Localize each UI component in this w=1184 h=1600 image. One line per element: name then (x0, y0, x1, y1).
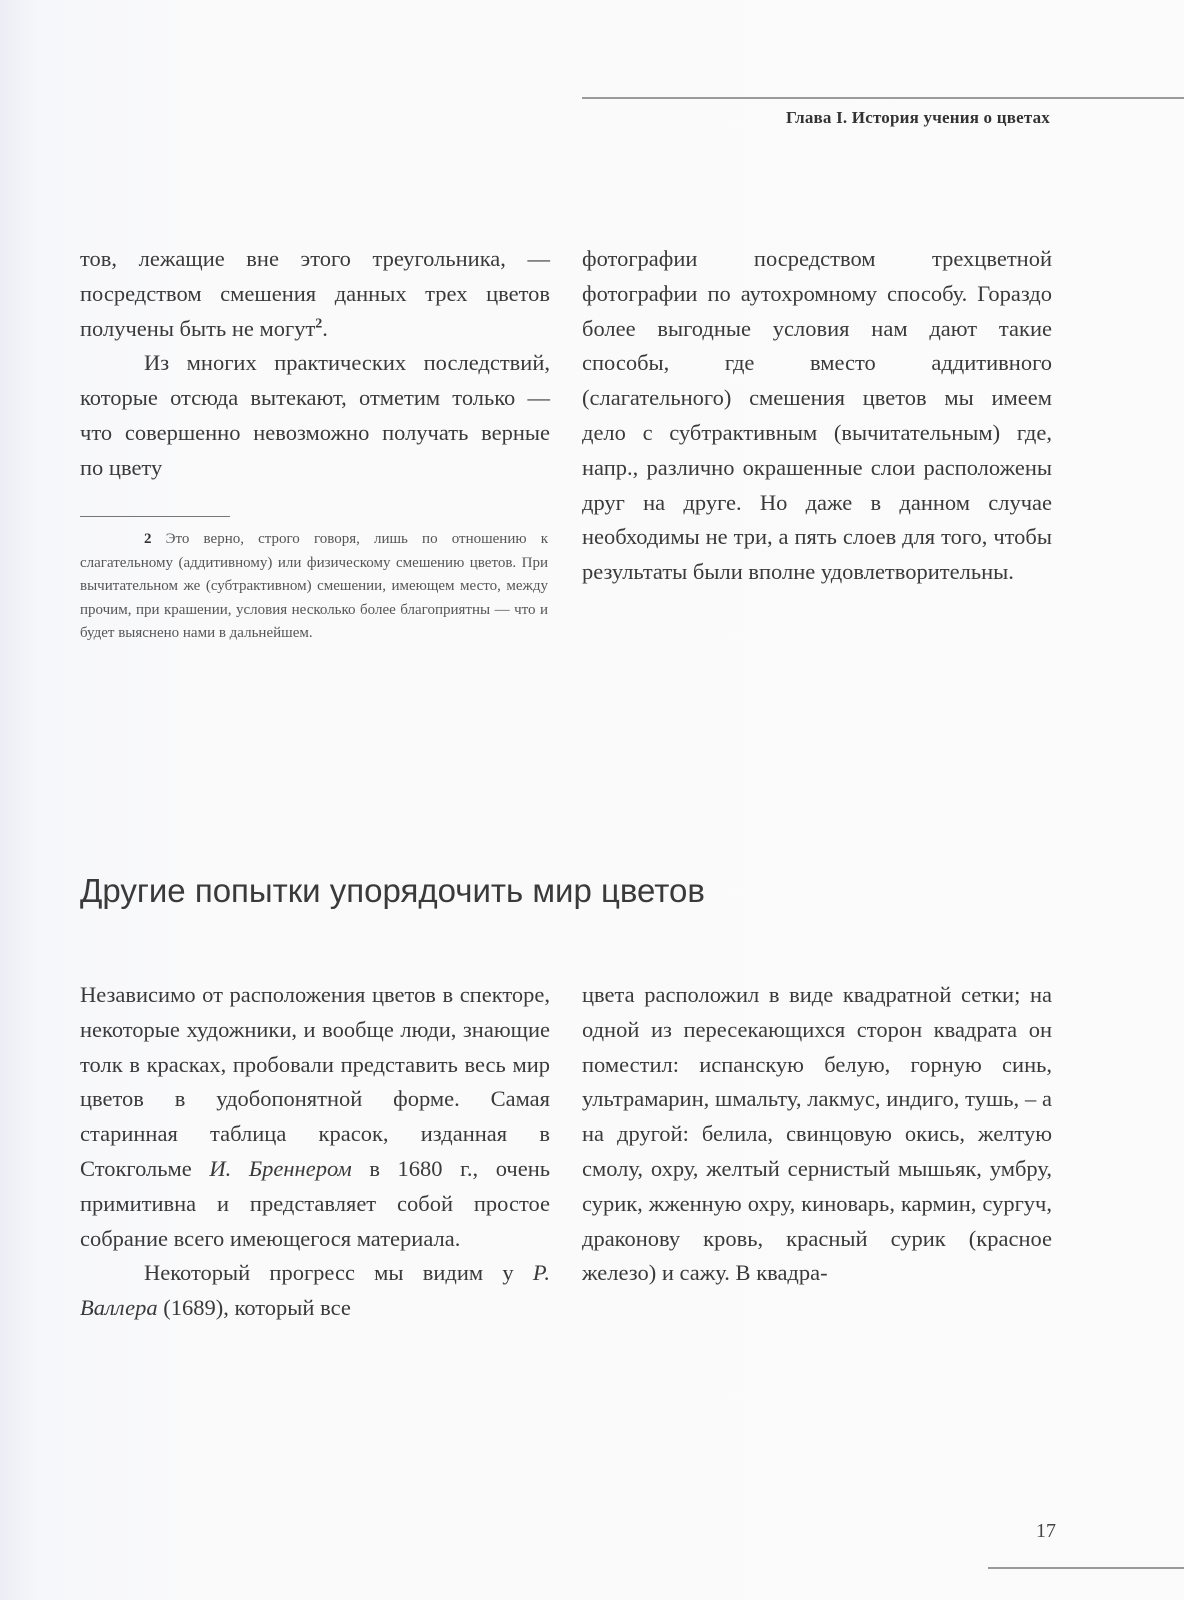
lower-right-column (582, 978, 1052, 1291)
upper-left-paragraph-1 (80, 242, 550, 346)
person-name: Р. Валлера (80, 1260, 550, 1321)
footnote-number: 2 (144, 531, 152, 547)
footnote-ref: 2 (315, 316, 323, 332)
upper-right-paragraph-1: фотографии посредством трехцветной фотографии по аутохромному способу. Гораздо более выгодные условия нам дают такие способы, где вместо аддитивного (слагательного) смешения цветов мы имеем дело с субтрактивным (вычитательным) где, напр., различно окрашенные слои расположены друг на друге. Но даже в данном случае необходимы не три, а пять слоев для того, чтобы результаты были вполне удовлетворительны. (582, 246, 1052, 585)
paragraph-text: Независимо от расположения цветов в спекторе, некоторые художники, и вообще люди, знающие толк в красках, пробовали представить весь мир цветов в удобопонятной форме. Самая старинная таблица красок, изданная в Стокгольме (80, 982, 550, 1181)
paragraph-end: . (322, 315, 328, 341)
lower-right-paragraph-1: цвета расположил в виде квадратной сетки; на одной из пересекающихся сторон квадрата он поместил: испанскую белую, горную синь, ультрамарин, шмальту, лакмус, индиго, тушь, – а на другой: белила, свинцовую окись, желтую смолу, охру, желтый сернистый мышьяк, умбру, сурик, жженную охру, киноварь, кармин, сургуч, драконову кровь, красный сурик (красное железо) и сажу. В квадра- (582, 982, 1052, 1286)
upper-left-paragraph-2: Из многих практических последствий, которые отсюда вытекают, отметим только — что совершенно невозможно получать верные по цвету (80, 350, 550, 480)
upper-right-column (582, 242, 1052, 590)
person-name: И. Бреннером (209, 1155, 352, 1181)
lower-left-paragraph-1 (80, 978, 550, 1256)
upper-left-column (80, 242, 550, 486)
page-number: 17 (1036, 1520, 1056, 1542)
lower-left-paragraph-2 (80, 1256, 550, 1326)
footnote (80, 528, 548, 646)
footnote-text: Это верно, строго говоря, лишь по отношению к слагательному (аддитивному) или физическому смешению цветов. При вычитательном же (субтрактивном) смешении, имеющем место, между прочим, при крашении, условия несколько более благоприятны — что и будет выяснено нами в дальнейшем. (80, 531, 548, 641)
running-head: Глава I. История учения о цветах (786, 108, 1050, 127)
paragraph-text: (1689), который все (157, 1295, 351, 1321)
footer-rule (988, 1567, 1184, 1569)
paragraph-text: Некоторый прогресс мы видим у (144, 1260, 533, 1286)
lower-left-column (80, 978, 550, 1326)
paragraph-text: тов, лежащие вне этого треугольника, — посредством смешения данных трех цветов получены быть не могут (80, 246, 550, 341)
footnote-rule (80, 516, 230, 517)
paragraph-text: в 1680 г., очень примитивна и представляет собой простое собрание всего имеющегося материала. (80, 1155, 550, 1251)
header-rule (582, 97, 1184, 99)
section-heading: Другие попытки упорядочить мир цветов (80, 872, 705, 909)
